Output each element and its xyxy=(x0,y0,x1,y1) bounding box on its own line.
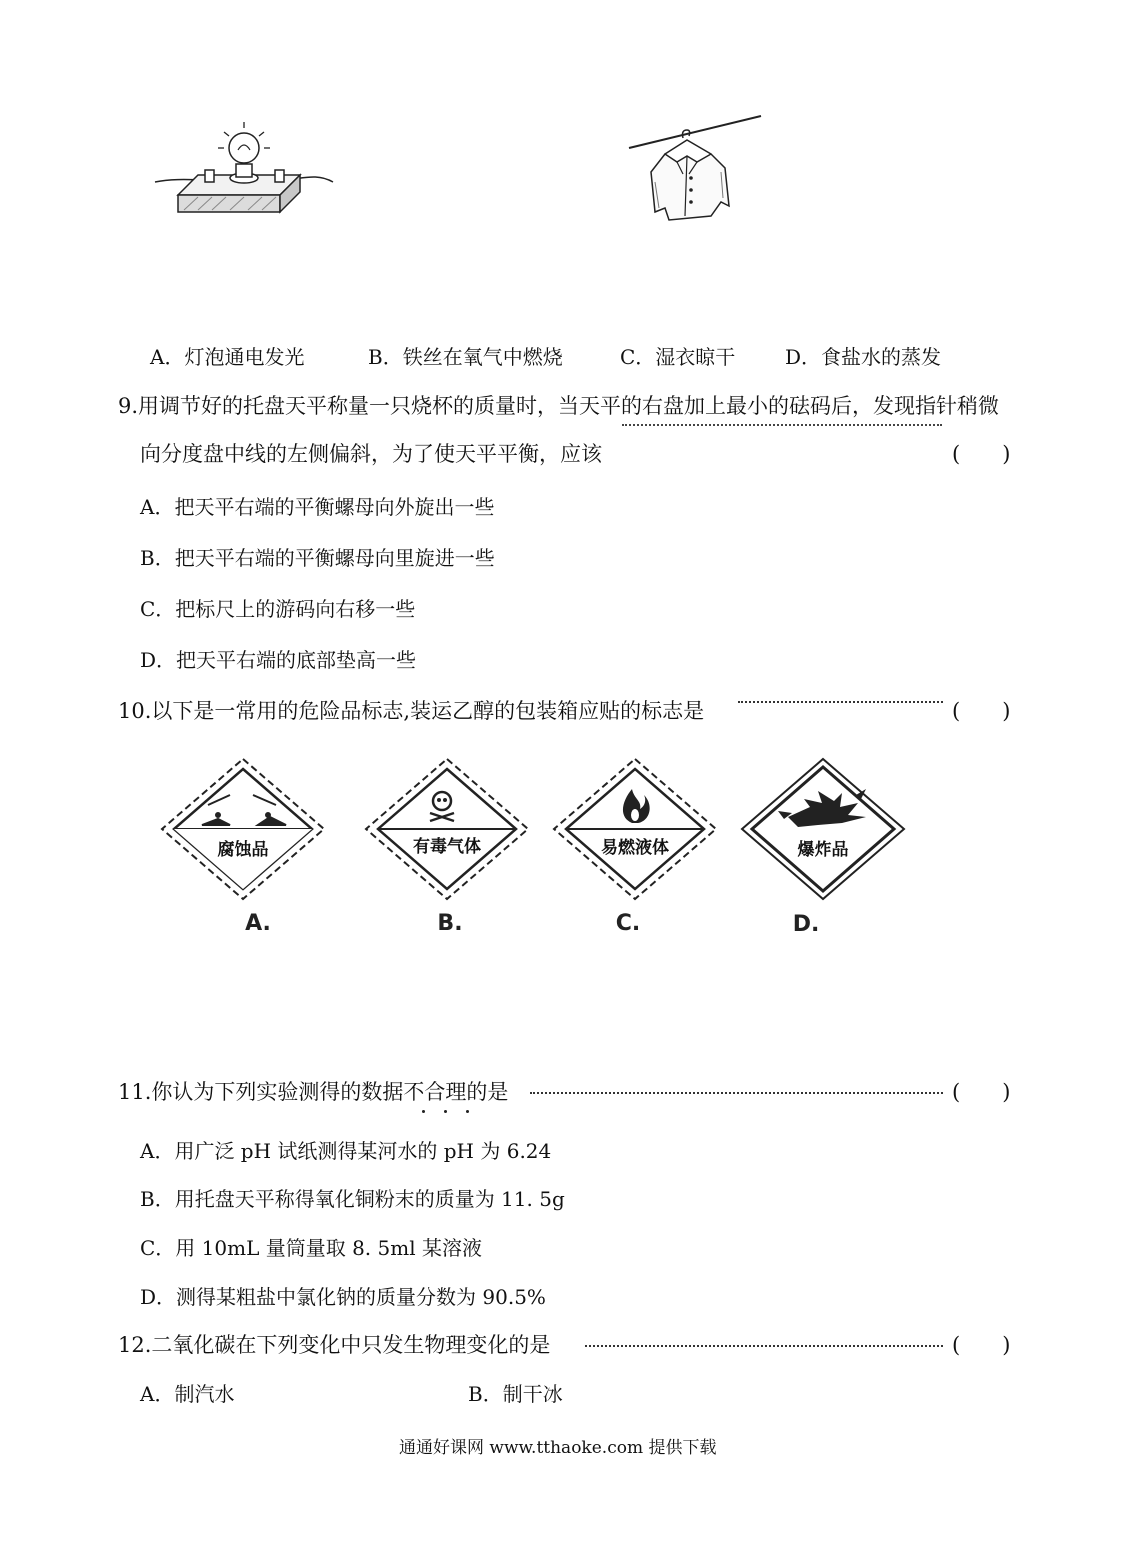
q12-answer-paren: ( ) xyxy=(952,1333,1011,1357)
q12-leader-dots xyxy=(585,1345,943,1347)
hazard-sign-explosive xyxy=(738,755,908,940)
q11-emphasis-dot xyxy=(466,1110,469,1113)
q8-option-c: C．湿衣晾干 xyxy=(620,345,736,369)
hazard-sign-a-letter: A. xyxy=(245,911,271,936)
q9-option-a: A．把天平右端的平衡螺母向外旋出一些 xyxy=(140,495,495,519)
q11-option-b: B．用托盘天平称得氧化铜粉末的质量为 11. 5g xyxy=(140,1187,565,1211)
q9-stem-line2: 向分度盘中线的左侧偏斜，为了使天平平衡，应该 xyxy=(140,442,602,466)
hazard-sign-b-letter: B. xyxy=(437,911,463,936)
hazard-sign-c-letter: C. xyxy=(615,911,641,936)
q12-option-a: A．制汽水 xyxy=(140,1382,235,1406)
hazard-sign-flammable-liquid xyxy=(550,755,720,940)
hazard-sign-corrosive xyxy=(158,755,328,940)
q8-option-a: A．灯泡通电发光 xyxy=(150,345,305,369)
hazard-sign-a-label: 腐蚀品 xyxy=(217,840,269,860)
q11-option-c: C．用 10mL 量筒量取 8. 5ml 某溶液 xyxy=(140,1236,482,1260)
q9-option-b: B．把天平右端的平衡螺母向里旋进一些 xyxy=(140,546,495,570)
hazard-sign-c-label: 易燃液体 xyxy=(601,838,669,858)
q10-stem: 10.以下是一常用的危险品标志,装运乙醇的包装箱应贴的标志是 xyxy=(118,699,705,723)
hazard-sign-toxic-gas xyxy=(362,755,532,940)
q9-option-d: D．把天平右端的底部垫高一些 xyxy=(140,648,417,672)
q9-option-c: C．把标尺上的游码向右移一些 xyxy=(140,597,416,621)
q8-option-d: D．食盐水的蒸发 xyxy=(785,345,942,369)
q9-emphasis-underline xyxy=(622,424,942,426)
page-footer-source: 通通好课网 www.tthaoke.com 提供下载 xyxy=(399,1438,717,1458)
hazard-sign-d-letter: D. xyxy=(792,912,820,937)
bulb-circuit-illustration xyxy=(150,120,340,220)
q11-emphasis-dot xyxy=(422,1110,425,1113)
q11-option-a: A．用广泛 pH 试纸测得某河水的 pH 为 6.24 xyxy=(140,1139,552,1163)
q9-stem-line1: 9.用调节好的托盘天平称量一只烧杯的质量时，当天平的右盘加上最小的砝码后，发现指针稍微 xyxy=(118,394,1000,418)
q11-answer-paren: ( ) xyxy=(952,1080,1011,1104)
q11-option-d: D．测得某粗盐中氯化钠的质量分数为 90.5% xyxy=(140,1285,546,1309)
q8-option-b: B．铁丝在氧气中燃烧 xyxy=(368,345,563,369)
q11-emphasis-dot xyxy=(444,1110,447,1113)
q10-leader-dots xyxy=(738,701,943,703)
q12-stem: 12.二氧化碳在下列变化中只发生物理变化的是 xyxy=(118,1333,551,1357)
q11-stem: 11.你认为下列实验测得的数据不合理的是 xyxy=(118,1080,509,1104)
q12-option-b: B．制干冰 xyxy=(468,1382,563,1406)
q9-answer-paren: ( ) xyxy=(952,442,1011,466)
wet-clothes-illustration xyxy=(625,112,765,227)
q10-answer-paren: ( ) xyxy=(952,699,1011,723)
hazard-sign-d-label: 爆炸品 xyxy=(797,840,849,860)
q11-leader-dots xyxy=(530,1092,943,1094)
hazard-sign-b-label: 有毒气体 xyxy=(413,837,481,857)
